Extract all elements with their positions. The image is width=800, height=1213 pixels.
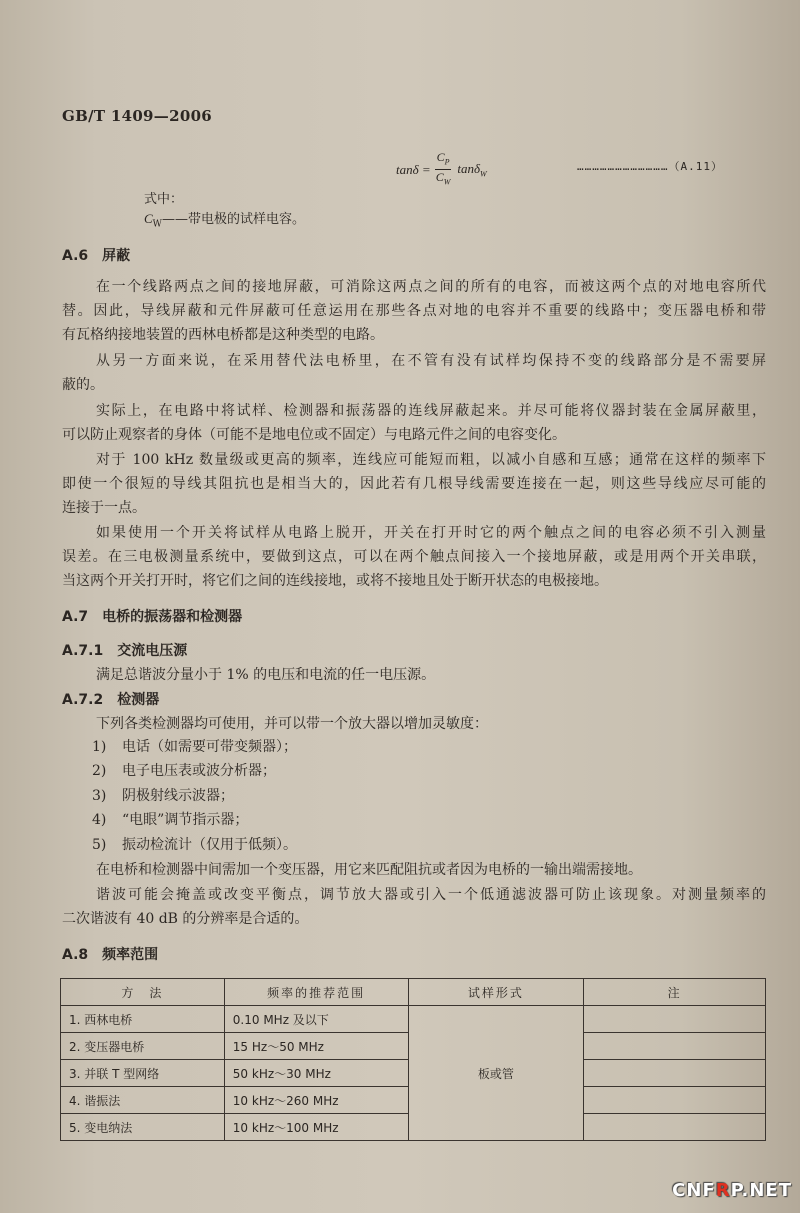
note-cell <box>584 1087 766 1114</box>
a6-p4-line2: 即使一个很短的导线其阻抗也是相当大的，因此若有几根导线需要连接在一起，则这些导线应尽可能的 <box>62 476 766 492</box>
a6-p1-line2: 替。因此，导线屏蔽和元件屏蔽可任意运用在那些各点对地的电容并不重要的线路中；变压器电桥和带 <box>62 303 766 319</box>
list-item: 1) 电话（如需要可带变频器）； <box>92 739 297 755</box>
method-cell: 1. 西林电桥 <box>61 1006 225 1033</box>
formula-rhs: tanδ$_W$ <box>457 161 487 179</box>
list-item: 3) 阴极射线示波器； <box>92 787 234 804</box>
list-item: 2) 电子电压表或波分析器； <box>92 763 276 780</box>
specimen-cell: 板或管 <box>408 1006 584 1141</box>
section-a8-heading: A.8 频率范围 <box>62 947 159 963</box>
header-note: 注 <box>584 979 766 1006</box>
a6-p5-line2: 误差。在三电极测量系统中，要做到这点，可以在两个触点间接入一个接地屏蔽，或是用两个开关串联， <box>62 549 766 565</box>
detector-list <box>92 735 297 857</box>
a6-p3-line1: 实际上，在电路中将试样、检测器和振荡器的连线屏蔽起来。并尽可能将仪器封装在金属屏蔽里， <box>96 403 766 419</box>
frequency-range-table <box>60 978 766 1141</box>
note-cell <box>584 1060 766 1087</box>
a72-intro: 下列各类检测器均可使用，并可以带一个放大器以增加灵敏度： <box>96 716 488 732</box>
list-item: 4) “电眼”调节指示器； <box>92 812 249 829</box>
section-a72-heading: A.7.2 检测器 <box>62 692 160 708</box>
section-a71-heading: A.7.1 交流电压源 <box>62 643 188 659</box>
method-cell: 2. 变压器电桥 <box>61 1033 225 1060</box>
formula-lhs: tanδ = <box>396 161 431 177</box>
section-a7-heading: A.7 电桥的振荡器和检测器 <box>62 609 243 625</box>
frequency-cell: 15 Hz～50 MHz <box>224 1033 408 1060</box>
a72-transformer-note: 在电桥和检测器中间需加一个变压器，用它来匹配阻抗或者因为电桥的一输出端需接地。 <box>96 862 642 878</box>
header-method: 方 法 <box>61 979 225 1006</box>
note-cell <box>584 1006 766 1033</box>
a6-p5-line1: 如果使用一个开关将试样从电路上脱开，开关在打开时它的两个触点之间的电容必须不引入测量 <box>96 525 766 541</box>
method-cell: 3. 并联 T 型网络 <box>61 1060 225 1087</box>
list-item: 5) 振动检流计（仅用于低频）。 <box>92 836 297 853</box>
table-row <box>61 1006 766 1033</box>
section-a6-heading: A.6 屏蔽 <box>62 248 131 264</box>
a6-p2-line2: 蔽的。 <box>62 377 104 393</box>
equation-number: ………………………………（A.11） <box>577 160 723 173</box>
method-cell: 5. 变电纳法 <box>61 1114 225 1141</box>
method-cell: 4. 谐振法 <box>61 1087 225 1114</box>
header-frequency: 频率的推荐范围 <box>224 979 408 1006</box>
note-cell <box>584 1033 766 1060</box>
a6-p1-line1: 在一个线路两点之间的接地屏蔽，可消除这两点之间的所有的电容，而被这两个点的对地电容所代 <box>96 279 766 295</box>
a6-p3-line2: 可以防止观察者的身体（可能不是地电位或不固定）与电路元件之间的电容变化。 <box>62 427 566 443</box>
table-header-row <box>61 979 766 1006</box>
frequency-cell: 0.10 MHz 及以下 <box>224 1006 408 1033</box>
site-watermark: CNFRP.NET <box>672 1180 792 1201</box>
header-specimen: 试样形式 <box>408 979 584 1006</box>
where-definition: $C_W——$带电极的试样电容。 <box>144 211 305 230</box>
a6-p4-line3: 连接于一点。 <box>62 500 146 516</box>
where-label: 式中： <box>144 192 184 207</box>
note-cell <box>584 1114 766 1141</box>
a72-harmonics-line2: 二次谐波有 40 dB 的分辨率是合适的。 <box>62 911 309 927</box>
a71-text: 满足总谐波分量小于 1% 的电压和电流的任一电压源。 <box>96 667 436 683</box>
document-id: GB/T 1409—2006 <box>62 107 213 125</box>
a6-p2-line1: 从另一方面来说，在采用替代法电桥里，在不管有没有试样均保持不变的线路部分是不需要屏 <box>96 353 766 369</box>
formula-a11 <box>396 150 487 190</box>
a72-harmonics-line1: 谐波可能会掩盖或改变平衡点，调节放大器或引入一个低通滤波器可防止该现象。对测量频率的 <box>96 887 766 903</box>
frequency-cell: 10 kHz～260 MHz <box>224 1087 408 1114</box>
frequency-cell: 50 kHz～30 MHz <box>224 1060 408 1087</box>
frequency-cell: 10 kHz～100 MHz <box>224 1114 408 1141</box>
formula-fraction: $\frac{C_P}{C_W}$ <box>435 150 451 187</box>
a6-p5-line3: 当这两个开关打开时，将它们之间的连线接地，或将不接地且处于断开状态的电极接地。 <box>62 573 608 589</box>
a6-p4-line1: 对于 100 kHz 数量级或更高的频率，连线应可能短而粗，以减小自感和互感；通常在这样的频率下 <box>96 452 766 468</box>
a6-p1-line3: 有瓦格纳接地装置的西林电桥都是这种类型的电路。 <box>62 327 384 343</box>
